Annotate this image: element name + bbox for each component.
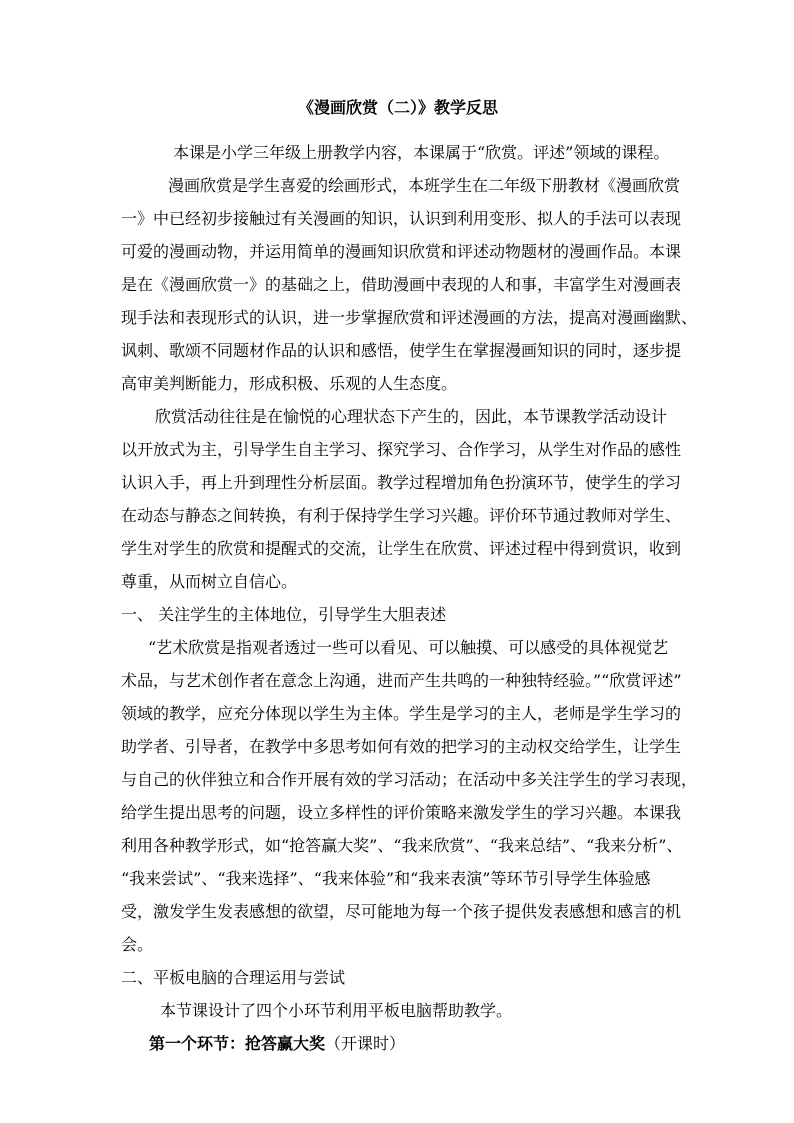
subsection-heading-bold: 第一个环节：抢答赢大奖 bbox=[149, 1034, 326, 1053]
paragraph-line: 一》中已经初步接触过有关漫画的知识，认识到利用变形、拟人的手法可以表现 bbox=[121, 209, 682, 228]
paragraph-line: 本课是小学三年级上册教学内容，本课属于“欣赏。评述”领域的课程。 bbox=[173, 143, 670, 162]
subsection-heading bbox=[149, 1033, 405, 1055]
paragraph-line: 现手法和表现形式的认识，进一步掌握欣赏和评述漫画的方法，提高对漫画幽默、 bbox=[121, 308, 698, 327]
paragraph-line: 学生对学生的欣赏和提醒式的交流，让学生在欣赏、评述过程中得到赏识，收到 bbox=[121, 539, 682, 558]
section-heading-2: 二、平板电脑的合理运用与尝试 bbox=[121, 968, 346, 987]
paragraph-line: 利用各种教学形式，如“抢答赢大奖”、“我来欣赏”、“我来总结”、“我来分析”、 bbox=[121, 836, 683, 855]
paragraph-line: 是在《漫画欣赏一》的基础之上，借助漫画中表现的人和事，丰富学生对漫画表 bbox=[121, 275, 682, 294]
paragraph-line: 欣赏活动往往是在愉悦的心理状态下产生的，因此，本节课教学活动设计 bbox=[155, 407, 668, 426]
paragraph-line: 讽刺、歌颂不同题材作品的认识和感悟，使学生在掌握漫画知识的同时，逐步提 bbox=[121, 341, 682, 360]
paragraph-line: 在动态与静态之间转换，有利于保持学生学习兴趣。评价环节通过教师对学生、 bbox=[121, 506, 682, 525]
paragraph-line: 尊重，从而树立自信心。 bbox=[121, 572, 298, 591]
paragraph-line: 与自己的伙伴独立和合作开展有效的学习活动；在活动中多关注学生的学习表现， bbox=[121, 770, 698, 789]
paragraph-line: 术品，与艺术创作者在意念上沟通，进而产生共鸣的一种独特经验。”“欣赏评述” bbox=[121, 671, 682, 690]
paragraph-line: “我来尝试”、“我来选择”、“我来体验”和“我来表演”等环节引导学生体验感 bbox=[121, 869, 651, 888]
paragraph-line: 领域的教学，应充分体现以学生为主体。学生是学习的主人，老师是学生学习的 bbox=[121, 704, 682, 723]
paragraph-line: 会。 bbox=[121, 935, 154, 954]
paragraph-line: 以开放式为主，引导学生自主学习、探究学习、合作学习，从学生对作品的感性 bbox=[121, 440, 682, 459]
section-heading-1: 一、 关注学生的主体地位，引导学生大胆表述 bbox=[121, 605, 447, 624]
paragraph-line: 本节课设计了四个小环节利用平板电脑帮助教学。 bbox=[160, 1001, 513, 1020]
paragraph-line: 漫画欣赏是学生喜爱的绘画形式，本班学生在二年级下册教材《漫画欣赏 bbox=[168, 176, 681, 195]
paragraph-line: “艺术欣赏是指观者透过一些可以看见、可以触摸、可以感受的具体视觉艺 bbox=[148, 638, 669, 657]
paragraph-line: 认识入手，再上升到理性分析层面。教学过程增加角色扮演环节，使学生的学习 bbox=[121, 473, 682, 492]
paragraph-line: 助学者、引导者，在教学中多思考如何有效的把学习的主动权交给学生，让学生 bbox=[121, 737, 682, 756]
paragraph-line: 可爱的漫画动物，并运用简单的漫画知识欣赏和评述动物题材的漫画作品。本课 bbox=[121, 242, 682, 261]
subsection-heading-note: （开课时） bbox=[325, 1034, 406, 1053]
document-title: 《漫画欣赏（二）》教学反思 bbox=[297, 98, 498, 117]
paragraph-line: 给学生提出思考的问题，设立多样性的评价策略来激发学生的学习兴趣。本课我 bbox=[121, 803, 682, 822]
paragraph-line: 受，激发学生发表感想的欲望，尽可能地为每一个孩子提供发表感想和感言的机 bbox=[121, 902, 682, 921]
paragraph-line: 高审美判断能力，形成积极、乐观的人生态度。 bbox=[121, 374, 458, 393]
